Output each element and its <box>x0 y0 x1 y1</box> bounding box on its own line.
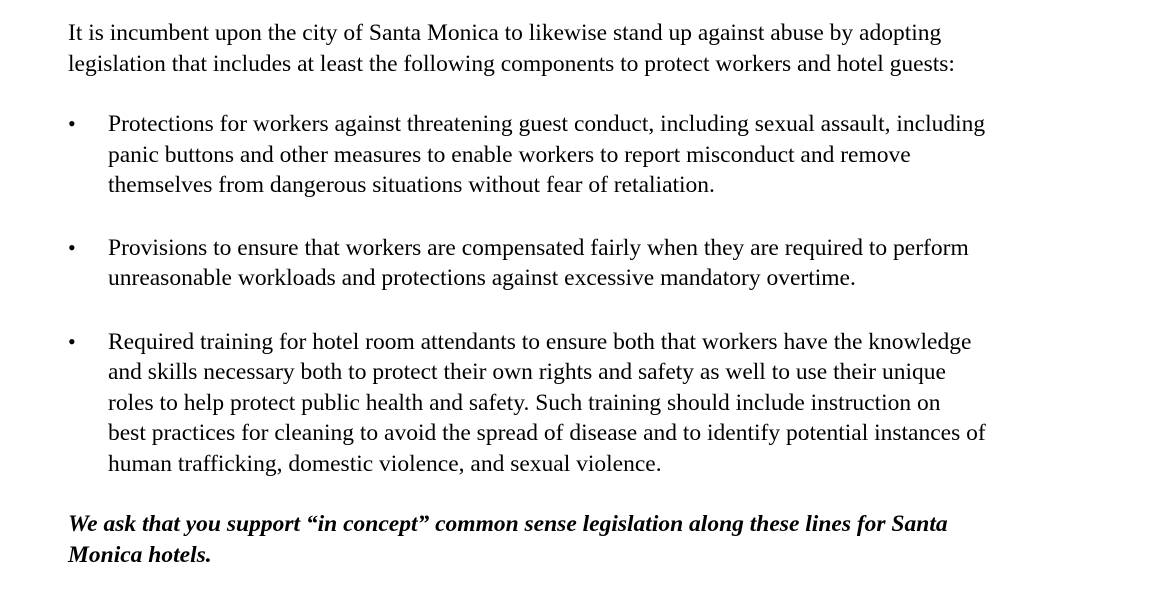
intro-paragraph <box>68 18 1148 79</box>
bullet-marker: • <box>68 111 76 136</box>
bullet-line: panic buttons and other measures to enable workers to report misconduct and remove <box>108 141 911 168</box>
document-page <box>68 18 1148 570</box>
bullet-line: best practices for cleaning to avoid the spread of disease and to identify potential instances of <box>108 420 986 446</box>
intro-line: legislation that includes at least the following components to protect workers and hotel guests: <box>68 50 955 77</box>
intro-line: It is incumbent upon the city of Santa Monica to likewise stand up against abuse by adopting <box>68 20 942 46</box>
bullet-text <box>108 233 1148 294</box>
bullet-line: human trafficking, domestic violence, and sexual violence. <box>108 450 662 477</box>
bullet-line: unreasonable workloads and protections against excessive mandatory overtime. <box>108 265 856 291</box>
bullet-line: Protections for workers against threatening guest conduct, including sexual assault, including <box>108 111 986 137</box>
bullet-line: Provisions to ensure that workers are compensated fairly when they are required to perform <box>108 234 969 261</box>
bullet-marker: • <box>68 328 76 354</box>
closing-line: Monica hotels. <box>68 541 212 568</box>
bullet-line: roles to help protect public health and safety. Such training should include instruction on <box>108 389 941 416</box>
bullet-list <box>68 109 1148 479</box>
bullet-text <box>108 109 1148 201</box>
bullet-item-required-training <box>68 327 1148 480</box>
bullet-marker: • <box>68 234 76 260</box>
bullet-item-fair-compensation <box>68 233 1148 294</box>
bullet-item-worker-protections <box>68 109 1148 201</box>
closing-statement <box>68 509 1148 570</box>
bullet-line: themselves from dangerous situations without fear of retaliation. <box>108 172 715 198</box>
bullet-text <box>108 327 1148 480</box>
bullet-line: and skills necessary both to protect their own rights and safety as well to use their unique <box>108 359 946 385</box>
bullet-line: Required training for hotel room attendants to ensure both that workers have the knowledge <box>108 328 972 355</box>
closing-line: We ask that you support “in concept” common sense legislation along these lines for Santa <box>68 511 948 537</box>
